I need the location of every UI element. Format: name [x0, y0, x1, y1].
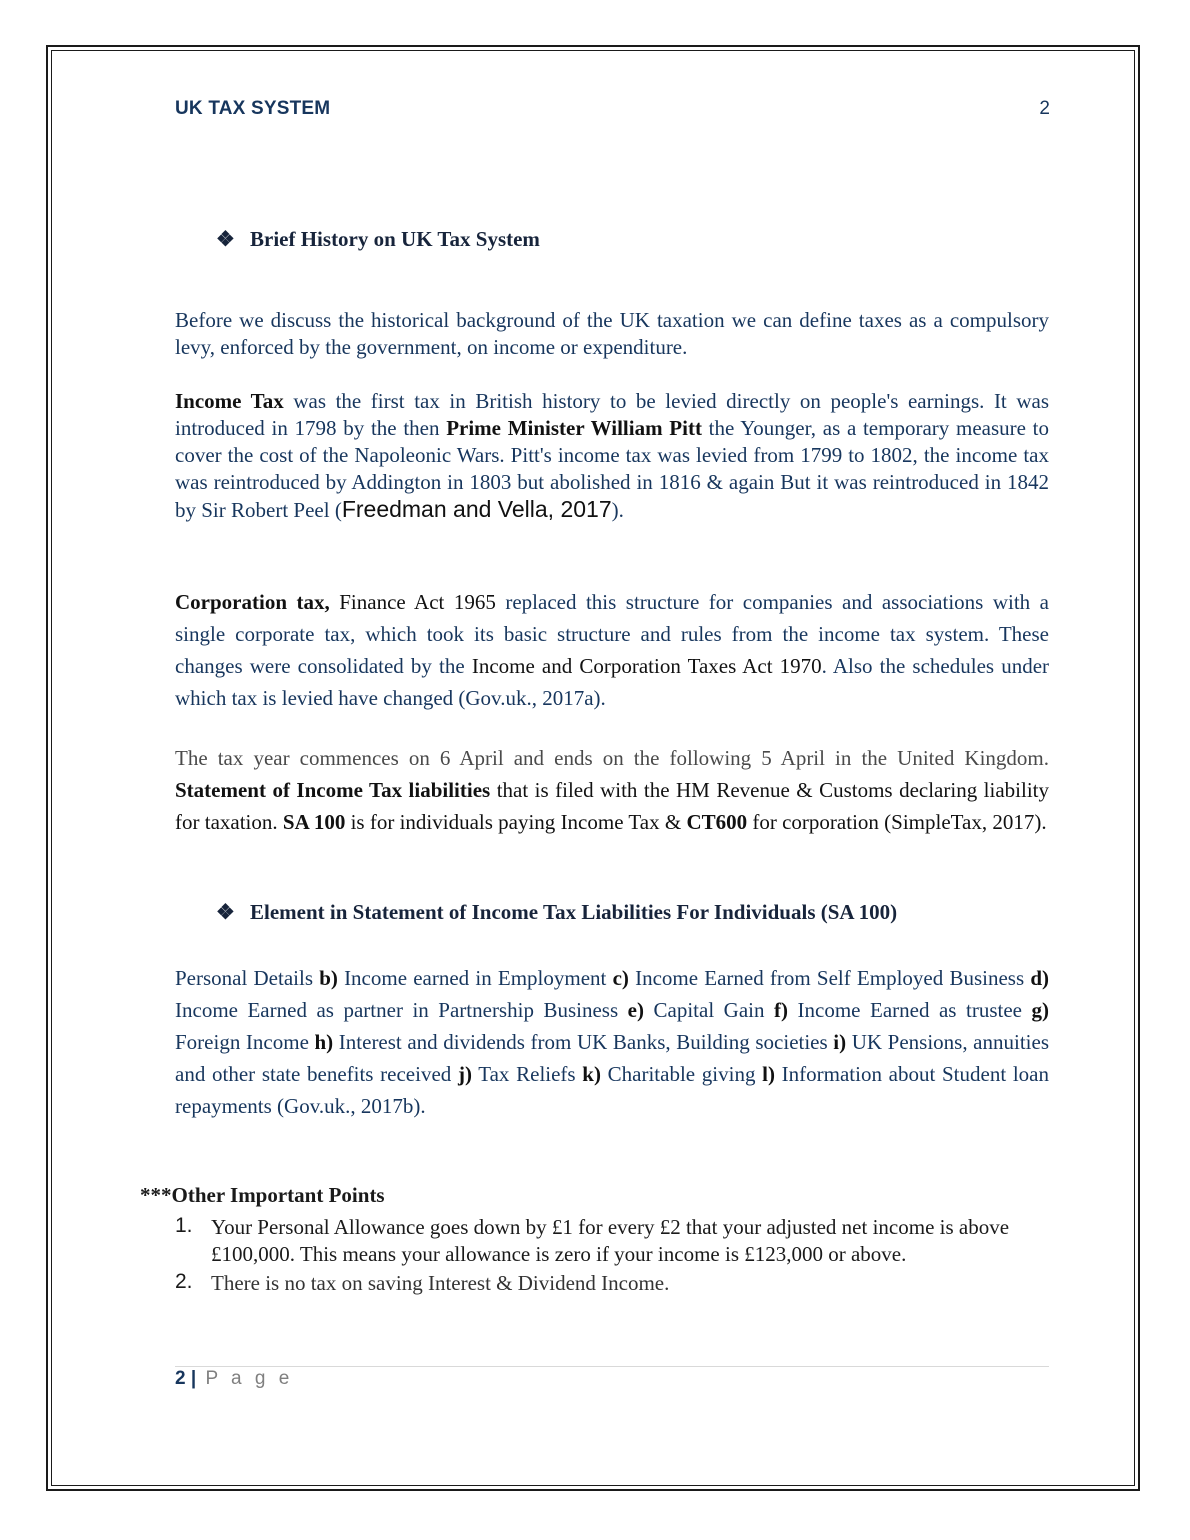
element-text: Personal Details: [175, 966, 320, 990]
element-label: e): [627, 998, 644, 1022]
intro-paragraph: Before we discuss the historical background of the UK taxation we can define taxes as a compulsory levy, enforced by the government, on income or expenditure.: [175, 308, 1049, 359]
statement-term: Statement of Income Tax liabilities: [175, 778, 491, 802]
diamond-bullet-icon: ❖: [216, 900, 235, 924]
hmrc-text: HM Revenue & Customs: [676, 778, 893, 802]
element-text: UK Pensions, annuities and other state benefits received: [175, 1030, 1049, 1086]
element-text: Information about Student loan repayments (Gov.uk., 2017b).: [175, 1062, 1049, 1118]
tax-year-text-1: The tax year commences on 6 April and ends on the following 5 April in the United Kingdom.: [175, 746, 1049, 770]
section-heading-text: Element in Statement of Income Tax Liabilities For Individuals (SA 100): [250, 900, 898, 924]
income-tax-text-2: the Younger, as a temporary measure to cover the cost of the Napoleonic Wars. Pitt's income tax was levied from 1799 to 1802, the income tax was reintroduced by Addington in 1803 but abolished in 1816 & again But it was reintroduced in 1842 by Sir Robert Peel (: [175, 416, 1049, 522]
element-label: j): [457, 1062, 472, 1086]
footer-divider: [175, 1366, 1049, 1367]
running-header-page-number: 2: [1039, 98, 1050, 119]
corporation-tax-paragraph: [175, 586, 1049, 714]
running-header-title: UK TAX SYSTEM: [175, 98, 331, 119]
element-text: Income Earned from Self Employed Business: [628, 966, 1031, 990]
footer-page-label: P a g e: [196, 1368, 294, 1389]
element-text: Income Earned as trustee: [788, 998, 1032, 1022]
element-text: Tax Reliefs: [471, 1062, 583, 1086]
element-label: d): [1030, 966, 1049, 990]
corporation-tax-text-2: . Also the schedules under which tax is levied have changed (Gov.uk., 2017a).: [175, 654, 1050, 710]
income-tax-text-3: ).: [611, 498, 624, 522]
element-label: k): [582, 1062, 601, 1086]
element-text: Capital Gain: [643, 998, 775, 1022]
corporation-tax-term: Corporation tax,: [175, 590, 330, 614]
tax-year-text-5: &: [659, 810, 687, 834]
tax-year-text-4: is for individuals paying: [345, 810, 561, 834]
element-text: Charitable giving: [600, 1062, 763, 1086]
section-heading-text: Brief History on UK Tax System: [250, 227, 540, 251]
finance-act-1965: Finance Act 1965: [329, 590, 496, 614]
tax-year-text-6: for corporation (SimpleTax, 2017).: [747, 810, 1047, 834]
income-tax-text-1: was the first tax in British history to be levied directly on people's earnings. It was introduced in 1798 by the then: [175, 389, 1049, 440]
list-number-1: 1.: [175, 1214, 193, 1237]
element-label: f): [774, 998, 789, 1022]
income-tax-text: Income Tax: [560, 810, 660, 834]
income-tax-paragraph: [175, 388, 1049, 524]
element-label: i): [833, 1030, 847, 1054]
income-tax-term: Income Tax: [175, 389, 284, 413]
sa100-term: SA 100: [282, 810, 346, 834]
tax-year-text-3: declaring liability for taxation.: [175, 778, 1049, 834]
list-number-2: 2.: [175, 1270, 193, 1293]
element-text: Interest and dividends from UK Banks, Building societies: [333, 1030, 834, 1054]
tax-year-text-2: that is filed with the: [490, 778, 677, 802]
element-label: b): [319, 966, 338, 990]
elements-paragraph: [175, 962, 1049, 1122]
element-text: Foreign Income: [175, 1030, 315, 1054]
citation-freedman-vella: Freedman and Vella, 2017: [341, 496, 612, 522]
list-item-1: Your Personal Allowance goes down by £1 for every £2 that your adjusted net income is above £100,000. This means your allowance is zero if your income is £123,000 or above.: [211, 1215, 1010, 1266]
ct600-term: CT600: [686, 810, 748, 834]
diamond-bullet-icon: ❖: [216, 227, 235, 251]
element-label: g): [1031, 998, 1049, 1022]
page-footer: [175, 1368, 293, 1390]
other-points-heading: ***Other Important Points: [140, 1183, 385, 1207]
income-corporation-taxes-act-1970: Income and Corporation Taxes Act 1970: [471, 654, 822, 678]
list-item-2: There is no tax on saving Interest & Dividend Income.: [211, 1271, 670, 1295]
element-text: Income earned in Employment: [337, 966, 613, 990]
element-text: Income Earned as partner in Partnership Business: [175, 998, 628, 1022]
element-label: l): [762, 1062, 775, 1086]
footer-page-number: 2 |: [175, 1368, 197, 1389]
corporation-tax-text-1: replaced this structure for companies and associations with a single corporate tax, which took its basic structure and rules from the income tax system. These changes were consolidated by the: [175, 590, 1049, 678]
element-label: h): [314, 1030, 334, 1054]
tax-year-paragraph: [175, 742, 1049, 838]
element-label: c): [612, 966, 629, 990]
prime-minister-name: Prime Minister William Pitt: [446, 416, 702, 440]
